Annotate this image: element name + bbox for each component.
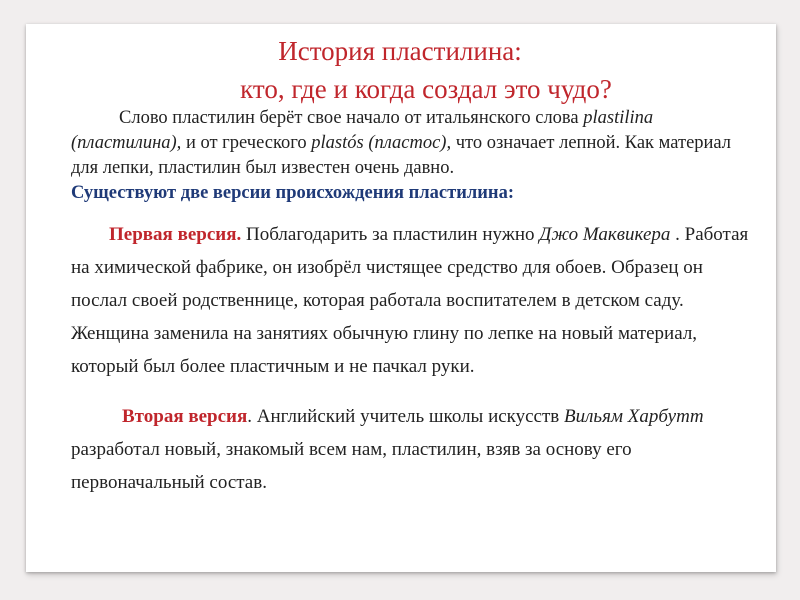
title-line-2: кто, где и когда создал это чудо? [240, 74, 612, 104]
plastilina-term: plastilina (пластилина), [71, 108, 654, 153]
plastos-term: plastós (пластос), [311, 133, 452, 153]
version-2-label: Вторая версия [122, 406, 248, 427]
versions-heading: Существуют две версии происхождения пластилина: [71, 183, 514, 203]
version-2-text-before: . Английский учитель школы искусств [247, 406, 565, 427]
intro-text-2: и от греческого [181, 133, 312, 153]
intro-text-1: Слово пластилин берёт свое начало от итальянского слова [119, 108, 579, 128]
slide-title [0, 32, 800, 108]
version-1-text-before: Поблагодарить за пластилин нужно [241, 224, 540, 245]
version-2-text-after: разработал новый, знакомый всем нам, пластилин, взяв за основу его первоначальный состав. [71, 439, 632, 493]
version-1-paragraph [71, 218, 761, 383]
version-2-person: Вильям Харбутт [564, 406, 704, 427]
version-1-text-after: . Работая на химической фабрике, он изобрёл чистящее средство для обоев. Образец он послал своей родственнице, которая работала воспитателем в детском саду. Женщина заменила на занятиях обычную глину по лепке на новый материал, который был более пластичным и не пачкал руки. [71, 224, 749, 377]
version-2-paragraph [71, 400, 761, 499]
title-line-1: История пластилина: [278, 36, 522, 66]
intro-paragraph [71, 106, 761, 206]
version-1-person: Джо Маквикера [539, 224, 671, 245]
version-1-label: Первая версия. [109, 224, 242, 245]
intro-text-3: что означает лепной. Как материал для лепки, пластилин был известен очень давно. [71, 133, 732, 178]
